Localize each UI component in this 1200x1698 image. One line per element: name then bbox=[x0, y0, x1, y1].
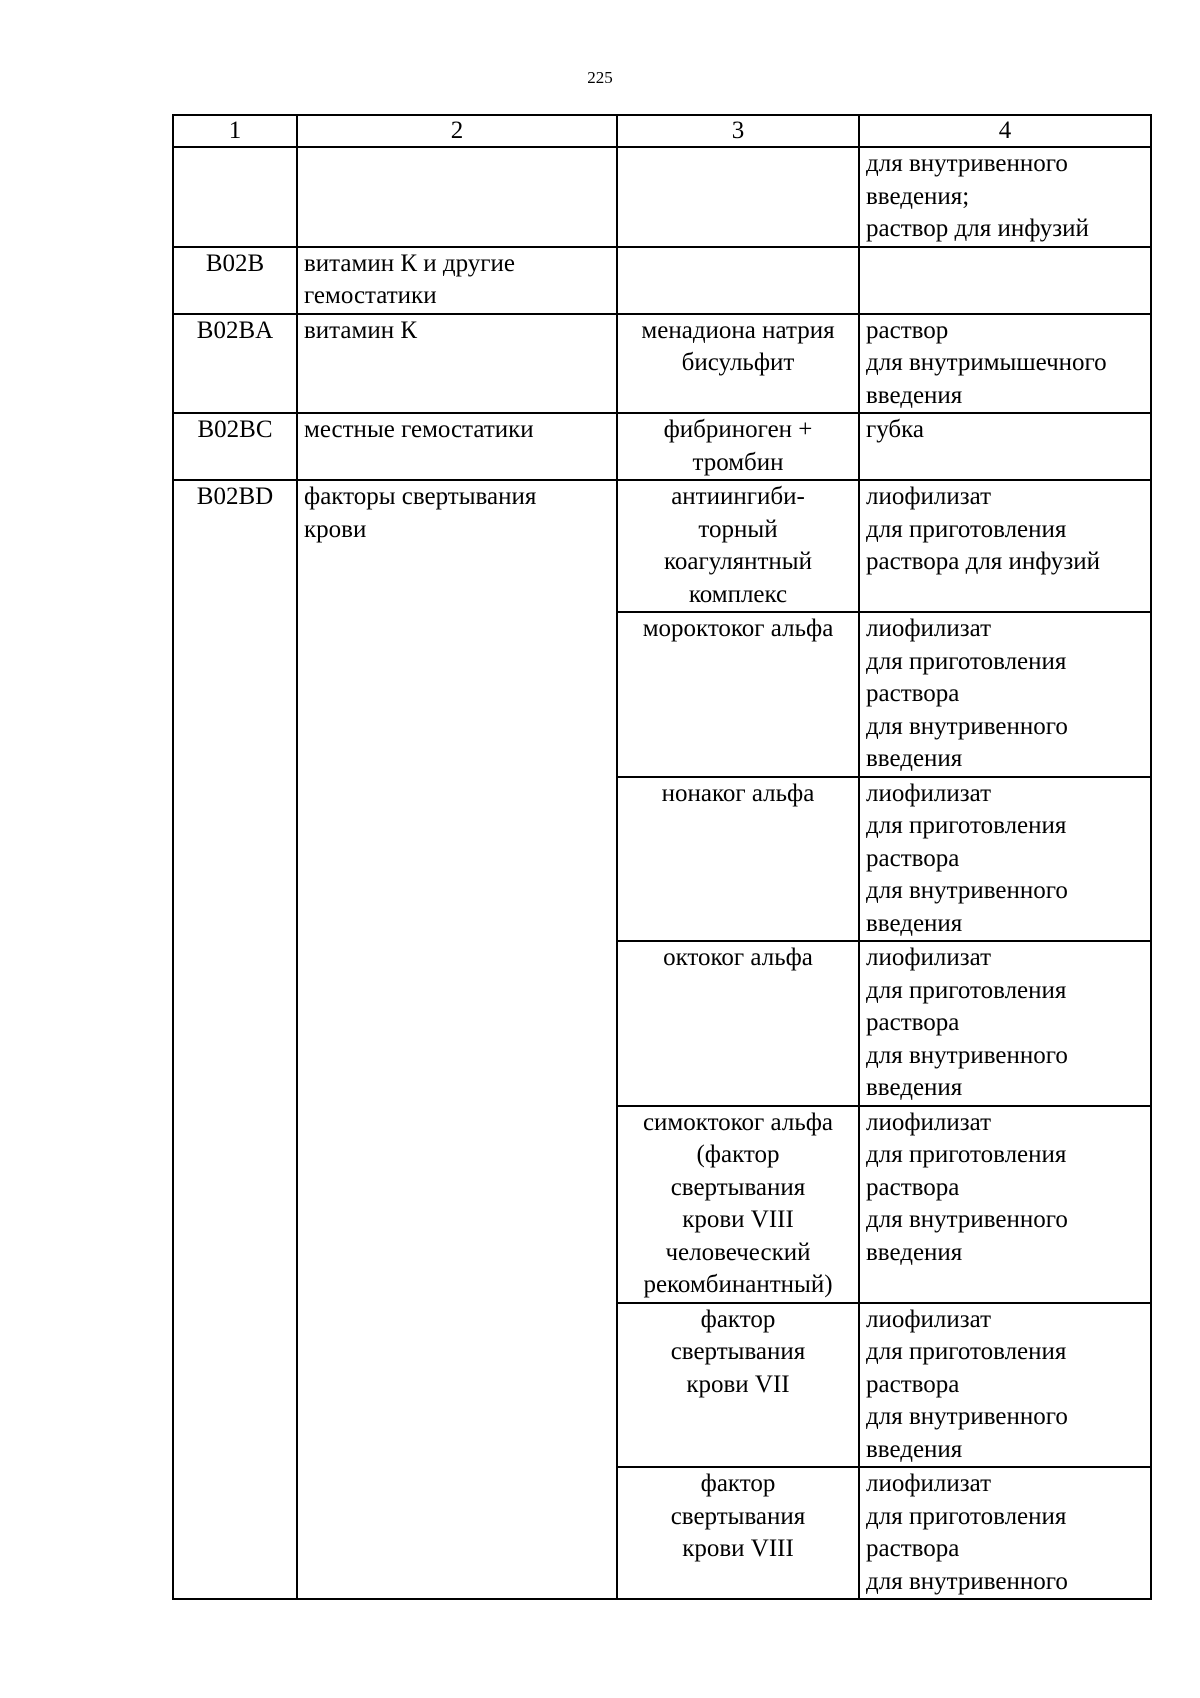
column-header-2: 2 bbox=[297, 115, 617, 147]
column-header-4: 4 bbox=[859, 115, 1151, 147]
drug-name-cell bbox=[617, 1106, 859, 1303]
drug-name-line: фактор bbox=[700, 1305, 776, 1333]
drug-name-cell bbox=[617, 314, 859, 414]
drug-name-cell bbox=[617, 777, 859, 942]
dosage-form-cell bbox=[859, 480, 1151, 612]
dosage-form-cell bbox=[859, 314, 1151, 414]
dosage-form-line: лиофилизат bbox=[866, 483, 992, 510]
table-row bbox=[173, 480, 1151, 612]
dosage-form-line: раствора bbox=[866, 1535, 960, 1562]
dosage-form-line: лиофилизат bbox=[866, 615, 992, 642]
dosage-form-cell bbox=[859, 612, 1151, 777]
drug-name-cell bbox=[617, 1467, 859, 1599]
dosage-form-line: для внутривенного bbox=[866, 1567, 1068, 1595]
dosage-form-cell bbox=[859, 777, 1151, 942]
group-name-line: местные гемостатики bbox=[304, 416, 534, 443]
dosage-form-cell bbox=[859, 147, 1151, 247]
drug-name-cell bbox=[617, 147, 859, 247]
page-number: 225 bbox=[587, 68, 613, 87]
dosage-form-line: лиофилизат bbox=[866, 1470, 992, 1497]
dosage-form-line: раствор для инфузий bbox=[866, 215, 1089, 242]
dosage-form-line: лиофилизат bbox=[866, 1305, 992, 1333]
atc-code-cell: B02BC bbox=[173, 413, 297, 480]
dosage-form-line: для приготовления bbox=[866, 515, 1067, 543]
dosage-form-line: для приготовления bbox=[866, 812, 1067, 839]
dosage-form-line: для внутривенного bbox=[866, 1206, 1068, 1233]
dosage-form-line: для приготовления bbox=[866, 976, 1067, 1004]
dosage-form-line: губка bbox=[866, 416, 925, 443]
dosage-form-line: для приготовления bbox=[866, 1141, 1067, 1168]
dosage-form-line: раствора bbox=[866, 680, 960, 707]
dosage-form-cell bbox=[859, 1303, 1151, 1468]
drug-name-line: комплекс bbox=[688, 580, 788, 608]
group-name-cell bbox=[297, 413, 617, 480]
dosage-form-line: для внутривенного bbox=[866, 1403, 1068, 1430]
dosage-form-line: лиофилизат bbox=[866, 944, 992, 971]
group-name-line: витамин К bbox=[304, 316, 418, 344]
dosage-form-line: введения bbox=[866, 1435, 963, 1463]
drug-name-line: рекомбинантный) bbox=[643, 1271, 833, 1298]
drug-name-line: коагулянтный bbox=[664, 548, 812, 575]
dosage-form-cell bbox=[859, 1106, 1151, 1303]
drug-name-cell bbox=[617, 1303, 859, 1468]
atc-code-cell: B02BD bbox=[173, 480, 297, 1599]
drug-name-line: симоктоког альфа bbox=[642, 1108, 834, 1136]
atc-code-cell bbox=[173, 147, 297, 247]
drug-name-line: антиингиби- bbox=[671, 483, 805, 510]
drug-name-line: человеческий bbox=[665, 1238, 811, 1266]
drug-name-cell bbox=[617, 612, 859, 777]
drug-name-line: тромбин bbox=[692, 448, 784, 476]
dosage-form-line: для внутримышечного bbox=[866, 349, 1107, 376]
drug-name-line: нонаког альфа bbox=[661, 779, 815, 807]
dosage-form-line: раствора для инфузий bbox=[866, 548, 1101, 575]
group-name-cell bbox=[297, 480, 617, 1599]
dosage-form-cell bbox=[859, 413, 1151, 480]
dosage-form-line: для внутривенного bbox=[866, 1041, 1068, 1069]
dosage-form-line: введения bbox=[866, 745, 963, 772]
table-header-row bbox=[173, 115, 1151, 147]
drug-name-line: фактор bbox=[700, 1470, 776, 1497]
table-row bbox=[173, 247, 1151, 314]
dosage-form-line: раствора bbox=[866, 1009, 960, 1036]
dosage-form-line: для внутривенного bbox=[866, 150, 1068, 177]
dosage-form-line: для приготовления bbox=[866, 1338, 1067, 1365]
drug-name-line: свертывания bbox=[670, 1173, 806, 1201]
atc-code-cell: B02B bbox=[173, 247, 297, 314]
dosage-form-cell bbox=[859, 941, 1151, 1106]
drug-name-line: бисульфит bbox=[681, 349, 795, 376]
drug-name-cell bbox=[617, 413, 859, 480]
column-header-3: 3 bbox=[617, 115, 859, 147]
group-name-line: крови bbox=[304, 515, 367, 543]
group-name-cell bbox=[297, 314, 617, 414]
drug-name-line: мороктоког альфа bbox=[642, 615, 834, 642]
drug-name-cell bbox=[617, 480, 859, 612]
dosage-form-line: раствора bbox=[866, 844, 960, 872]
dosage-form-line: лиофилизат bbox=[866, 779, 992, 807]
drug-name-line: октоког альфа bbox=[663, 944, 813, 971]
dosage-form-line: введения bbox=[866, 909, 963, 937]
group-name-cell bbox=[297, 247, 617, 314]
group-name-line: гемостатики bbox=[304, 282, 437, 309]
drug-name-line: крови VIII bbox=[682, 1206, 794, 1233]
dosage-form-cell bbox=[859, 1467, 1151, 1599]
dosage-form-line: для внутривенного bbox=[866, 877, 1068, 904]
table-row bbox=[173, 147, 1151, 247]
dosage-form-line: введения; bbox=[866, 182, 970, 210]
table-row bbox=[173, 413, 1151, 480]
drug-name-line: торный bbox=[698, 515, 778, 543]
dosage-form-line: для приготовления bbox=[866, 647, 1067, 675]
group-name-line: витамин К и другие bbox=[304, 249, 516, 277]
dosage-form-line: для приготовления bbox=[866, 1502, 1067, 1530]
dosage-form-cell bbox=[859, 247, 1151, 314]
column-header-1: 1 bbox=[173, 115, 297, 147]
dosage-form-line: введения bbox=[866, 381, 963, 409]
dosage-form-line: лиофилизат bbox=[866, 1108, 992, 1136]
dosage-form-line: введения bbox=[866, 1074, 963, 1101]
drug-name-line: свертывания bbox=[670, 1338, 806, 1365]
drug-name-cell bbox=[617, 247, 859, 314]
dosage-form-line: раствор bbox=[866, 316, 949, 344]
table-row bbox=[173, 314, 1151, 414]
drug-name-line: крови VII bbox=[686, 1370, 790, 1398]
dosage-form-line: введения bbox=[866, 1238, 963, 1266]
drug-name-line: крови VIII bbox=[682, 1535, 794, 1562]
group-name-cell bbox=[297, 147, 617, 247]
atc-code-cell: B02BA bbox=[173, 314, 297, 414]
drug-name-line: фибриноген + bbox=[663, 416, 813, 443]
drug-name-line: свертывания bbox=[670, 1502, 806, 1530]
drug-name-line: менадиона натрия bbox=[641, 316, 835, 344]
group-name-line: факторы свертывания bbox=[304, 483, 537, 510]
dosage-form-line: раствора bbox=[866, 1370, 960, 1398]
dosage-form-line: для внутривенного bbox=[866, 712, 1068, 740]
drug-name-line: (фактор bbox=[696, 1141, 780, 1168]
drug-table bbox=[172, 114, 1152, 1600]
drug-name-cell bbox=[617, 941, 859, 1106]
dosage-form-line: раствора bbox=[866, 1173, 960, 1201]
